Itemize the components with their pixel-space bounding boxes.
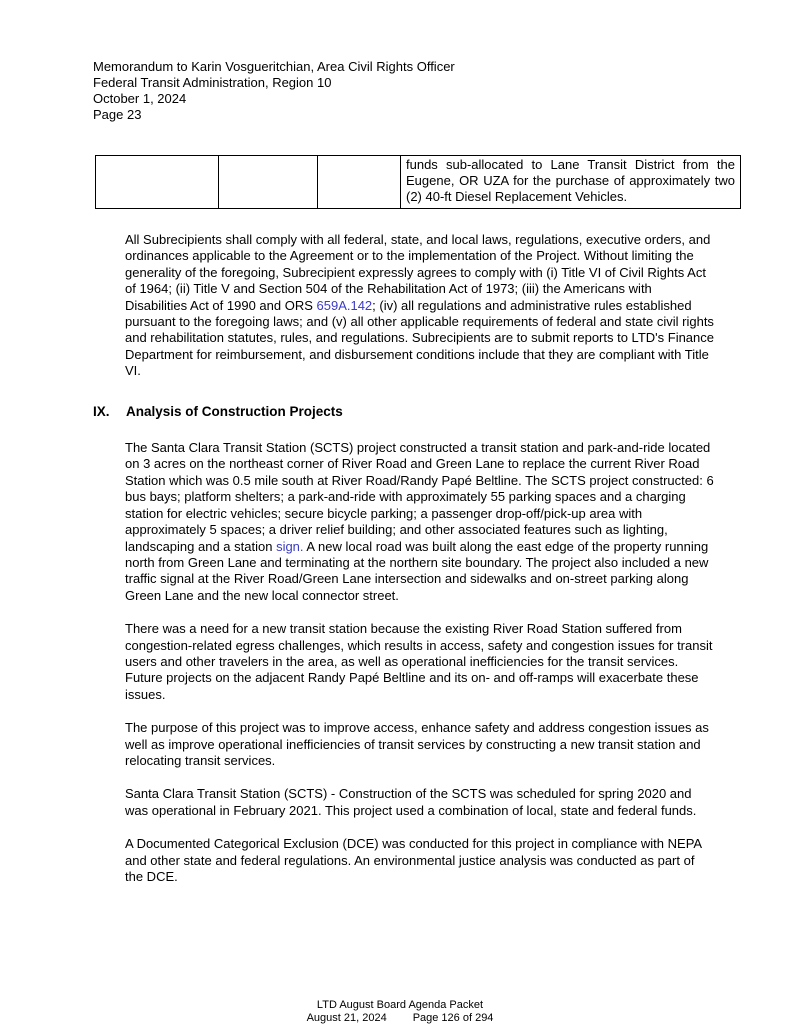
footer-date: August 21, 2024 bbox=[306, 1012, 387, 1024]
footer-page-count: Page 126 of 294 bbox=[412, 1012, 494, 1024]
section-title: Analysis of Construction Projects bbox=[126, 403, 343, 419]
header-line-page-number: Page 23 bbox=[93, 107, 142, 122]
sign-link[interactable]: sign. bbox=[276, 538, 304, 554]
document-body bbox=[93, 232, 715, 902]
ors-statute-link[interactable]: 659A.142 bbox=[316, 297, 373, 313]
compliance-text-before: All Subrecipients shall comply with all federal, state, and local laws, regulations, executive orders, and ordinances applicable to the Agreement or to the implementation of the Project. Without limiting the generality of the foregoing, Subrecipient expressly agrees to comply with (i) Title VI of Civil Rights Act of 1964; (ii) Title V and Section 504 of the Rehabilitation Act of 1973; (iii) the Americans with Disabilities Act of 1990 and ORS bbox=[125, 232, 711, 313]
scts-project-paragraph bbox=[125, 440, 715, 604]
header-line-agency: Federal Transit Administration, Region 10 bbox=[93, 75, 332, 90]
table-row bbox=[96, 156, 741, 209]
compliance-paragraph bbox=[125, 232, 715, 380]
header-line-recipient: Memorandum to Karin Vosgueritchian, Area Civil Rights Officer bbox=[93, 59, 455, 74]
page-footer bbox=[0, 999, 800, 1025]
compliance-text-after: ; (iv) all regulations and administrative rules established pursuant to the foregoing laws; and (v) all other applicable requirements of federal and state civil rights and rehabilitation statutes, rules, and regulations. Subrecipients are to submit reports to LTD's Finance Department for reimbursement, and disbursement conditions include that they are compliant with Title VI. bbox=[125, 297, 714, 379]
construction-schedule-paragraph: Santa Clara Transit Station (SCTS) - Construction of the SCTS was scheduled for spring 2020 and was operational in February 2021. This project used a combination of local, state and federal funds. bbox=[125, 786, 697, 818]
footer-meta bbox=[0, 1012, 800, 1025]
table-cell-empty-1 bbox=[96, 156, 219, 209]
section-number: IX. bbox=[93, 403, 110, 419]
need-paragraph: There was a need for a new transit station because the existing River Road Station suffered from congestion-related egress challenges, which results in access, safety and congestion issues for transit users and other travelers in the area, as well as operational inefficiencies for the transit services. Future projects on the adjacent Randy Papé Beltline and its on- and off-ramps will exacerbate these issues. bbox=[125, 621, 713, 702]
scts-text-before: The Santa Clara Transit Station (SCTS) project constructed a transit station and park-and-ride located on 3 acres on the northeast corner of River Road and Green Lane to replace the current River Road Station which was 0.5 mile south at River Road/Randy Papé Beltline. The SCTS project constructed: 6 bus bays; platform shelters; a park-and-ride with approximately 55 parking spaces and a charging station for electric vehicles; secure bicycle parking; a passenger drop-off/pick-up area with approximately 5 spaces; a driver relief building; and other associated features such as lighting, landscaping and a station bbox=[125, 440, 714, 554]
purpose-paragraph: The purpose of this project was to improve access, enhance safety and address congestion issues as well as improve operational inefficiencies of transit services by constructing a new transit station and relocating transit services. bbox=[125, 720, 709, 768]
header-line-date: October 1, 2024 bbox=[93, 91, 187, 106]
table-cell-empty-2 bbox=[219, 156, 318, 209]
section-heading bbox=[93, 404, 715, 420]
footer-title: LTD August Board Agenda Packet bbox=[316, 999, 484, 1011]
memo-header bbox=[93, 59, 455, 123]
dce-paragraph: A Documented Categorical Exclusion (DCE) was conducted for this project in compliance with NEPA and other state and federal regulations. An environmental justice analysis was conducted as part of the DCE. bbox=[125, 836, 702, 884]
table-cell-empty-3 bbox=[318, 156, 401, 209]
funding-table-fragment bbox=[95, 155, 741, 209]
scts-text-after: A new local road was built along the east edge of the property running north from Green Lane and terminating at the northern site boundary. The project also included a new traffic signal at the River Road/Green Lane intersection and sidewalks and on-street parking along Green Lane and the new local connector street. bbox=[125, 538, 709, 603]
table-cell-description: funds sub-allocated to Lane Transit District from the Eugene, OR UZA for the purchase of approximately two (2) 40-ft Diesel Replacement Vehicles. bbox=[401, 156, 741, 209]
